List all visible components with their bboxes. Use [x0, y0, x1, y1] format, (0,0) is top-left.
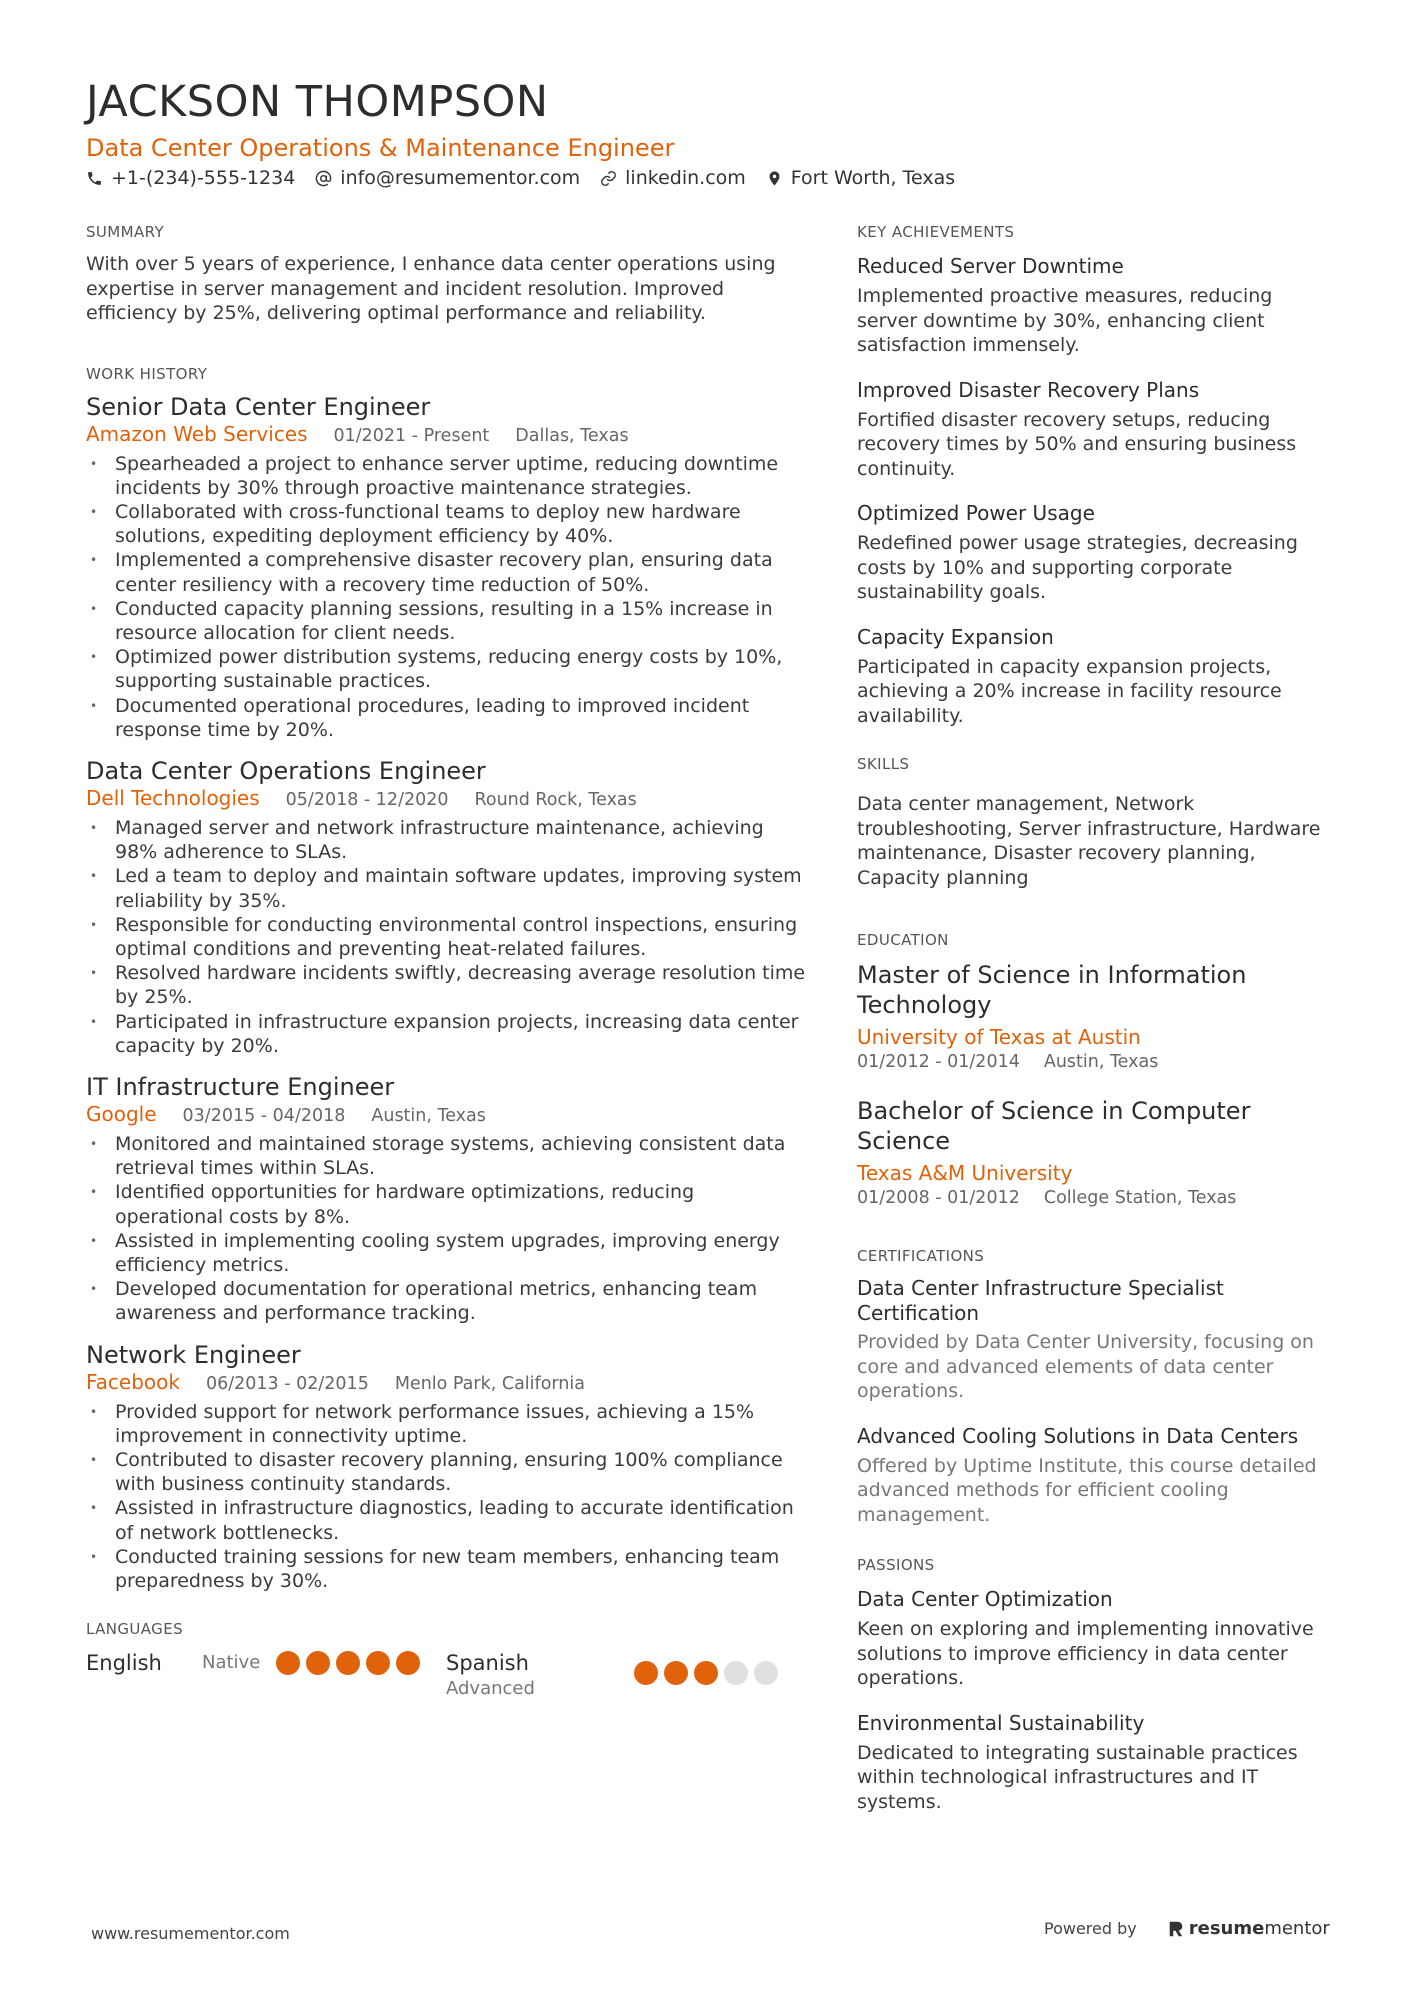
job-entry	[86, 756, 806, 1058]
job-entry	[86, 1072, 806, 1326]
education-location: College Station, Texas	[1043, 1188, 1237, 1208]
key-achievements-section	[857, 222, 1337, 728]
achievement-item	[857, 623, 1337, 729]
section-heading: SUMMARY	[86, 223, 165, 241]
passion-item	[857, 1709, 1337, 1815]
list-item: • Conducted training sessions for new team members, enhancing team preparedness by 30%.	[86, 1545, 806, 1593]
job-location: Austin, Texas	[371, 1105, 486, 1126]
job-title: Network Engineer	[86, 1340, 301, 1369]
job-dates: 06/2013 - 02/2015	[205, 1373, 369, 1394]
rating-dot-filled	[276, 1651, 300, 1675]
list-item: • Spearheaded a project to enhance server uptime, reducing downtime incidents by 30% through proactive maintenance strategies.	[86, 452, 806, 500]
language-item	[446, 1649, 806, 1701]
passion-title: Environmental Sustainability	[857, 1710, 1145, 1735]
achievement-text: Participated in capacity expansion projects, achieving a 20% increase in facility resource availability.	[857, 655, 1282, 727]
job-location: Dallas, Texas	[515, 425, 629, 446]
language-name-wrap	[446, 1649, 634, 1701]
education-section	[857, 930, 1337, 1210]
summary-text: With over 5 years of experience, I enhance data center operations using expertise in server management and incident resolution. Improved efficiency by 25%, delivering optimal performance and reliability.	[86, 253, 776, 324]
job-meta	[86, 1370, 806, 1396]
list-item: • Assisted in infrastructure diagnostics, leading to accurate identification of network bottlenecks.	[86, 1496, 806, 1544]
achievement-title: Improved Disaster Recovery Plans	[857, 377, 1200, 402]
languages-section	[86, 1619, 806, 1701]
list-item: • Optimized power distribution systems, reducing energy costs by 10%, supporting sustainable practices.	[86, 645, 806, 693]
degree: Bachelor of Science in Computer Science	[857, 1097, 1251, 1155]
certifications-section	[857, 1246, 1337, 1527]
achievement-item	[857, 376, 1337, 482]
language-name-wrap	[86, 1649, 202, 1677]
list-item: • Provided support for network performance issues, achieving a 15% improvement in connectivity uptime.	[86, 1400, 806, 1448]
list-item: • Participated in infrastructure expansion projects, increasing data center capacity by 20%.	[86, 1010, 806, 1058]
job-title-headline: Data Center Operations & Maintenance Engineer	[86, 134, 675, 162]
contact-email[interactable]	[315, 165, 580, 191]
education-item	[857, 1096, 1337, 1210]
certification-item	[857, 1422, 1337, 1528]
skills-section	[857, 754, 1337, 890]
list-item: • Managed server and network infrastructure maintenance, achieving 98% adherence to SLAs.	[86, 816, 806, 864]
footer-brand	[1044, 1918, 1330, 1939]
achievement-title: Capacity Expansion	[857, 624, 1054, 649]
company-name: Google	[86, 1101, 157, 1126]
company-name: Facebook	[86, 1369, 180, 1394]
section-heading: SKILLS	[857, 755, 910, 773]
achievement-text: Implemented proactive measures, reducing server downtime by 30%, enhancing client satisfaction immensely.	[857, 285, 1273, 356]
rating-dot-empty	[754, 1661, 778, 1685]
list-item: • Conducted capacity planning sessions, resulting in a 15% increase in resource allocation for client needs.	[86, 597, 806, 645]
section-heading: LANGUAGES	[86, 1620, 184, 1639]
language-level: Native	[202, 1652, 261, 1674]
list-item: • Resolved hardware incidents swiftly, decreasing average resolution time by 25%.	[86, 961, 806, 1009]
job-bullets	[86, 1132, 806, 1326]
achievement-item	[857, 499, 1337, 605]
link-icon	[600, 170, 617, 187]
phone-text: +1-(234)-555-1234	[111, 167, 296, 189]
work-history-section	[86, 364, 806, 1594]
section-heading: WORK HISTORY	[86, 364, 208, 383]
summary-section	[86, 222, 806, 326]
brand-logo[interactable]	[1167, 1918, 1330, 1939]
education-dates: 01/2012 - 01/2014	[857, 1052, 1020, 1072]
languages-row	[86, 1649, 806, 1701]
job-title: IT Infrastructure Engineer	[86, 1072, 395, 1101]
list-item: • Monitored and maintained storage systems, achieving consistent data retrieval times within SLAs.	[86, 1132, 806, 1180]
job-bullets	[86, 816, 806, 1058]
language-rating	[276, 1651, 426, 1675]
rating-dot-empty	[724, 1661, 748, 1685]
job-meta	[86, 786, 806, 812]
list-item: • Assisted in implementing cooling system upgrades, improving energy efficiency metrics.	[86, 1229, 806, 1277]
job-location: Round Rock, Texas	[474, 789, 637, 810]
language-level: Advanced	[446, 1678, 535, 1700]
language-rating	[634, 1661, 784, 1685]
job-bullets	[86, 452, 806, 742]
section-heading: PASSIONS	[857, 1556, 935, 1574]
job-meta	[86, 1102, 806, 1128]
skills-text: Data center management, Network troubleshooting, Server infrastructure, Hardware maintenance, Disaster recovery planning, Capacity planning	[857, 793, 1321, 889]
passion-text: Dedicated to integrating sustainable practices within technological infrastructures and IT systems.	[857, 1741, 1298, 1813]
job-title: Senior Data Center Engineer	[86, 392, 431, 421]
certification-item	[857, 1276, 1337, 1404]
email-text: info@resumementor.com	[340, 167, 581, 189]
education-location: Austin, Texas	[1043, 1052, 1159, 1072]
rating-dot-filled	[634, 1661, 658, 1685]
list-item: • Contributed to disaster recovery planning, ensuring 100% compliance with business continuity standards.	[86, 1448, 806, 1496]
powered-by-text: Powered by	[1044, 1919, 1137, 1938]
section-heading: EDUCATION	[857, 931, 949, 949]
footer-website[interactable]: www.resumementor.com	[91, 1924, 290, 1943]
contact-linkedin[interactable]	[600, 165, 746, 191]
job-dates: 05/2018 - 12/2020	[285, 789, 449, 810]
list-item: • Implemented a comprehensive disaster recovery plan, ensuring data center resiliency with a recovery time reduction of 50%.	[86, 548, 806, 596]
achievement-title: Optimized Power Usage	[857, 501, 1095, 525]
at-sign-icon	[315, 170, 332, 187]
passion-text: Keen on exploring and implementing innovative solutions to improve efficiency in data center operations.	[857, 1618, 1314, 1689]
language-name: English	[86, 1651, 162, 1676]
contact-bar	[86, 165, 975, 191]
company-name: Amazon Web Services	[86, 421, 308, 446]
list-item: • Documented operational procedures, leading to improved incident response time by 20%.	[86, 694, 806, 742]
job-title: Data Center Operations Engineer	[86, 756, 486, 785]
brand-light: mentor	[1264, 1918, 1330, 1939]
passions-section	[857, 1555, 1337, 1814]
degree: Master of Science in Information Technology	[857, 961, 1247, 1019]
section-heading: CERTIFICATIONS	[857, 1247, 985, 1265]
job-meta	[86, 422, 806, 448]
list-item: • Developed documentation for operational metrics, enhancing team awareness and performance tracking.	[86, 1277, 806, 1325]
resumementor-logo-icon	[1167, 1920, 1185, 1938]
section-heading: KEY ACHIEVEMENTS	[857, 223, 1015, 241]
achievement-text: Fortified disaster recovery setups, reducing recovery times by 50% and ensuring business continuity.	[857, 408, 1297, 480]
job-bullets	[86, 1400, 806, 1594]
list-item: • Collaborated with cross-functional teams to deploy new hardware solutions, expediting deployment efficiency by 40%.	[86, 500, 806, 548]
certification-title: Advanced Cooling Solutions in Data Centers	[857, 1423, 1299, 1448]
job-entry	[86, 1340, 806, 1594]
passion-item	[857, 1585, 1337, 1691]
location-pin-icon	[766, 170, 783, 187]
list-item: • Led a team to deploy and maintain software updates, improving system reliability by 35%.	[86, 864, 806, 912]
phone-icon	[86, 170, 103, 187]
language-item	[86, 1649, 446, 1677]
company-name: Dell Technologies	[86, 785, 260, 810]
contact-location	[766, 165, 955, 191]
education-meta	[857, 1186, 1337, 1210]
linkedin-text: linkedin.com	[625, 167, 746, 189]
achievement-item	[857, 252, 1337, 358]
certification-text: Offered by Uptime Institute, this course detailed advanced methods for efficient cooling management.	[857, 1454, 1317, 1526]
candidate-name: JACKSON THOMPSON	[86, 77, 549, 127]
rating-dot-filled	[306, 1651, 330, 1675]
job-location: Menlo Park, California	[394, 1373, 585, 1394]
rating-dot-filled	[336, 1651, 360, 1675]
job-dates: 03/2015 - 04/2018	[182, 1105, 346, 1126]
achievement-title: Reduced Server Downtime	[857, 254, 1124, 278]
language-name: Spanish	[446, 1651, 529, 1676]
education-item	[857, 960, 1337, 1074]
contact-phone[interactable]	[86, 165, 295, 191]
rating-dot-filled	[664, 1661, 688, 1685]
list-item: • Identified opportunities for hardware optimizations, reducing operational costs by 8%.	[86, 1180, 806, 1228]
job-dates: 01/2021 - Present	[333, 425, 490, 446]
rating-dot-filled	[694, 1661, 718, 1685]
education-meta	[857, 1050, 1337, 1074]
job-entry	[86, 392, 806, 742]
rating-dot-filled	[396, 1651, 420, 1675]
brand-bold: resume	[1188, 1918, 1265, 1939]
left-column	[86, 222, 806, 1701]
achievement-text: Redefined power usage strategies, decreasing costs by 10% and supporting corporate sustainability goals.	[857, 532, 1298, 603]
right-column	[857, 222, 1337, 1832]
rating-dot-filled	[366, 1651, 390, 1675]
certification-title: Data Center Infrastructure Specialist Certification	[857, 1276, 1224, 1325]
school: Texas A&M University	[857, 1161, 1073, 1185]
passion-title: Data Center Optimization	[857, 1587, 1113, 1611]
education-dates: 01/2008 - 01/2012	[857, 1188, 1020, 1208]
school: University of Texas at Austin	[857, 1025, 1141, 1049]
location-text: Fort Worth, Texas	[790, 167, 956, 189]
list-item: • Responsible for conducting environmental control inspections, ensuring optimal conditions and preventing heat-related failures.	[86, 913, 806, 961]
certification-text: Provided by Data Center University, focusing on core and advanced elements of data center operations.	[857, 1331, 1314, 1402]
